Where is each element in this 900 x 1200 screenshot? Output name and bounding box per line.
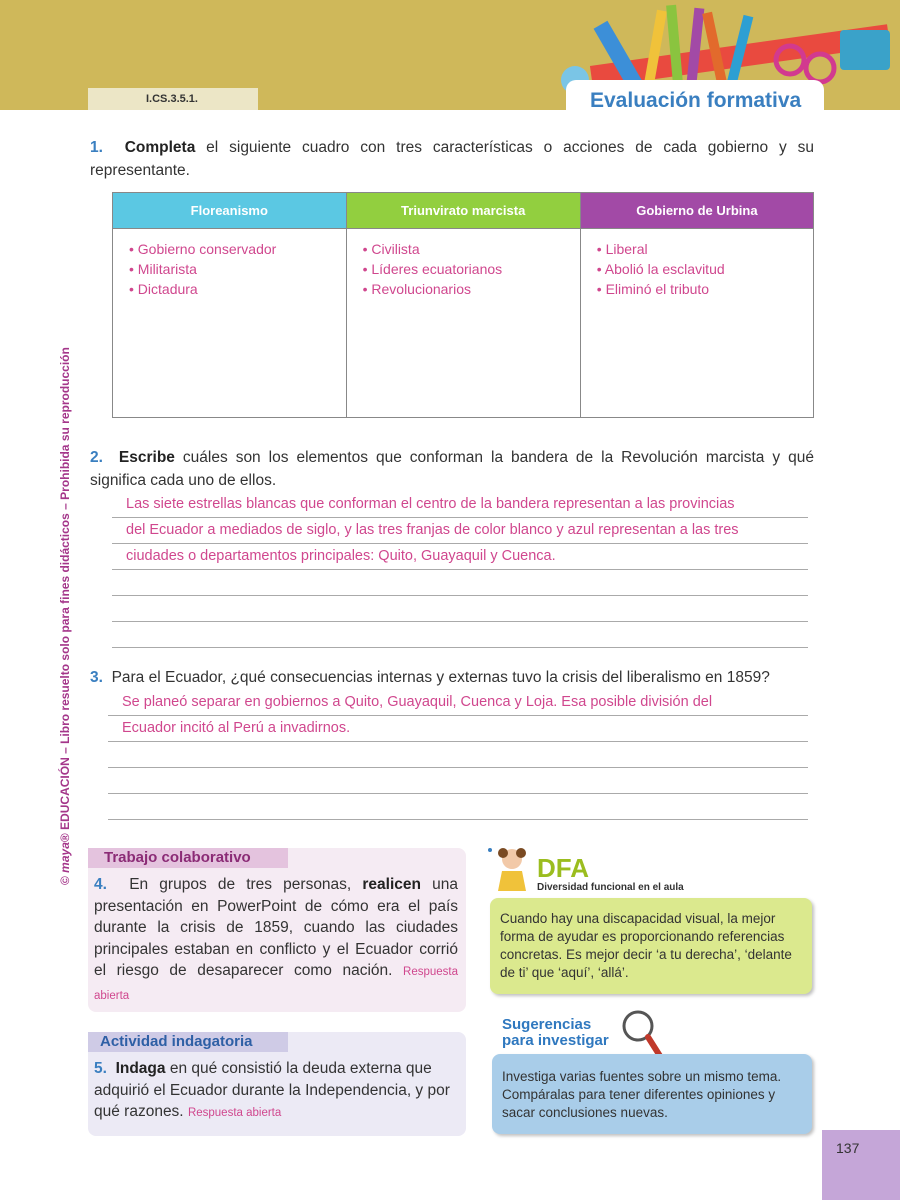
suggestions-title-line: para investigar [502,1032,609,1049]
dfa-title: DFA [537,853,589,883]
list-item: • Revolucionarios [362,281,471,297]
table-header: Triunvirato marcista [346,193,580,229]
table-cell [113,229,347,418]
question-number: 4. [94,876,107,893]
list-item: • Civilista [362,241,420,257]
magnifying-glass-icon [620,1008,664,1060]
list-item: • Militarista [129,261,197,277]
answer-line[interactable]: Las siete estrellas blancas que conforman el centro de la bandera representan a las provincias [112,492,808,518]
answer-line[interactable] [108,768,808,794]
answer-line[interactable] [112,596,808,622]
government-table [112,192,814,418]
table-header: Floreanismo [113,193,347,229]
dfa-box [490,898,812,994]
answer-line[interactable]: Ecuador incitó al Perú a invadirnos. [108,716,808,742]
collaborative-label: Trabajo colaborativo [88,848,288,868]
answer-line[interactable]: Se planeó separar en gobiernos a Quito, Guayaquil, Cuenca y Loja. Esa posible división del [108,690,808,716]
table-header: Gobierno de Urbina [580,193,813,229]
question-text: el siguiente cuadro con tres características o acciones de cada gobierno y su representante. [90,139,814,179]
answer-line[interactable] [108,742,808,768]
suggestions-text: Investiga varias fuentes sobre un mismo tema. Compáralas para tener diferentes opiniones y sacar conclusiones nuevas. [502,1069,782,1120]
answer-line[interactable]: ciudades o departamentos principales: Quito, Guayaquil y Cuenca. [112,544,808,570]
question-text: una presentación en PowerPoint de cómo era el país durante la crisis de 1859, cuando las ciudades principales estaban en conflicto y el Ecuador corrió el riesgo de desaparecer como nación. [94,876,458,979]
answer-line[interactable] [112,622,808,648]
copyright-sidebar: © maya® EDUCACIÓN – Libro resuelto solo para fines didácticos – Prohibida su reproducción [58,347,72,885]
girl-illustration-icon [486,845,538,897]
question-text: En grupos de tres personas, [129,876,363,893]
question-5 [94,1058,458,1125]
question-4 [94,874,458,1007]
answer-line[interactable] [112,570,808,596]
dfa-text: Cuando hay una discapacidad visual, la mejor forma de ayudar es proporcionando referencias concretas. Es mejor decir ‘a tu derecha’, ‘delante de ti’ que ‘aquí’, ‘allá’. [500,911,792,980]
question-2 [90,446,814,492]
copyright-text: EDUCACIÓN – Libro resuelto solo para fines didácticos – Prohibida su reproducción [58,347,72,830]
table-cell [346,229,580,418]
page-number: 137 [822,1130,900,1200]
list-item: • Dictadura [129,281,198,297]
question-text: cuáles son los elementos que conforman la bandera de la Revolución marcista y qué significa cada uno de ellos. [90,449,814,489]
question-text: en qué consistió la deuda externa que adquirió el Ecuador durante la Independencia, y por qué razones. [94,1060,450,1120]
list-item: • Abolió la esclavitud [596,261,725,277]
table-cell [580,229,813,418]
open-answer: Respuesta abierta [187,1107,282,1119]
question-3 [90,666,814,689]
question-number: 5. [94,1060,107,1077]
question-keyword: Indaga [115,1060,166,1077]
curriculum-code: I.CS.3.5.1. [88,88,258,110]
list-item: • Gobierno conservador [129,241,277,257]
question-keyword: Escribe [118,449,175,466]
list-item: • Liberal [596,241,648,257]
question-number: 1. [90,139,103,156]
suggestions-box [492,1054,812,1134]
section-title: Evaluación formativa [566,80,824,120]
list-item: • Líderes ecuatorianos [362,261,503,277]
dfa-subtitle: Diversidad funcional en el aula [537,882,684,893]
question-text: Para el Ecuador, ¿qué consecuencias internas y externas tuvo la crisis del liberalismo en 1859? [111,669,770,686]
question-number: 3. [90,669,103,686]
question-keyword: realicen [362,876,421,893]
answer-line[interactable]: del Ecuador a mediados de siglo, y las tres franjas de color blanco y azul representan a las tres [112,518,808,544]
question-number: 2. [90,449,103,466]
question-1 [90,136,814,182]
brand-name: maya [58,842,72,873]
suggestions-title [502,1017,609,1049]
list-item: • Eliminó el tributo [596,281,710,297]
inquiry-label: Actividad indagatoria [88,1032,288,1052]
open-answer: Respuesta abierta [94,966,458,1002]
question-keyword: Completa [124,139,196,156]
suggestions-title-line: Sugerencias [502,1016,592,1033]
answer-line[interactable] [108,794,808,820]
